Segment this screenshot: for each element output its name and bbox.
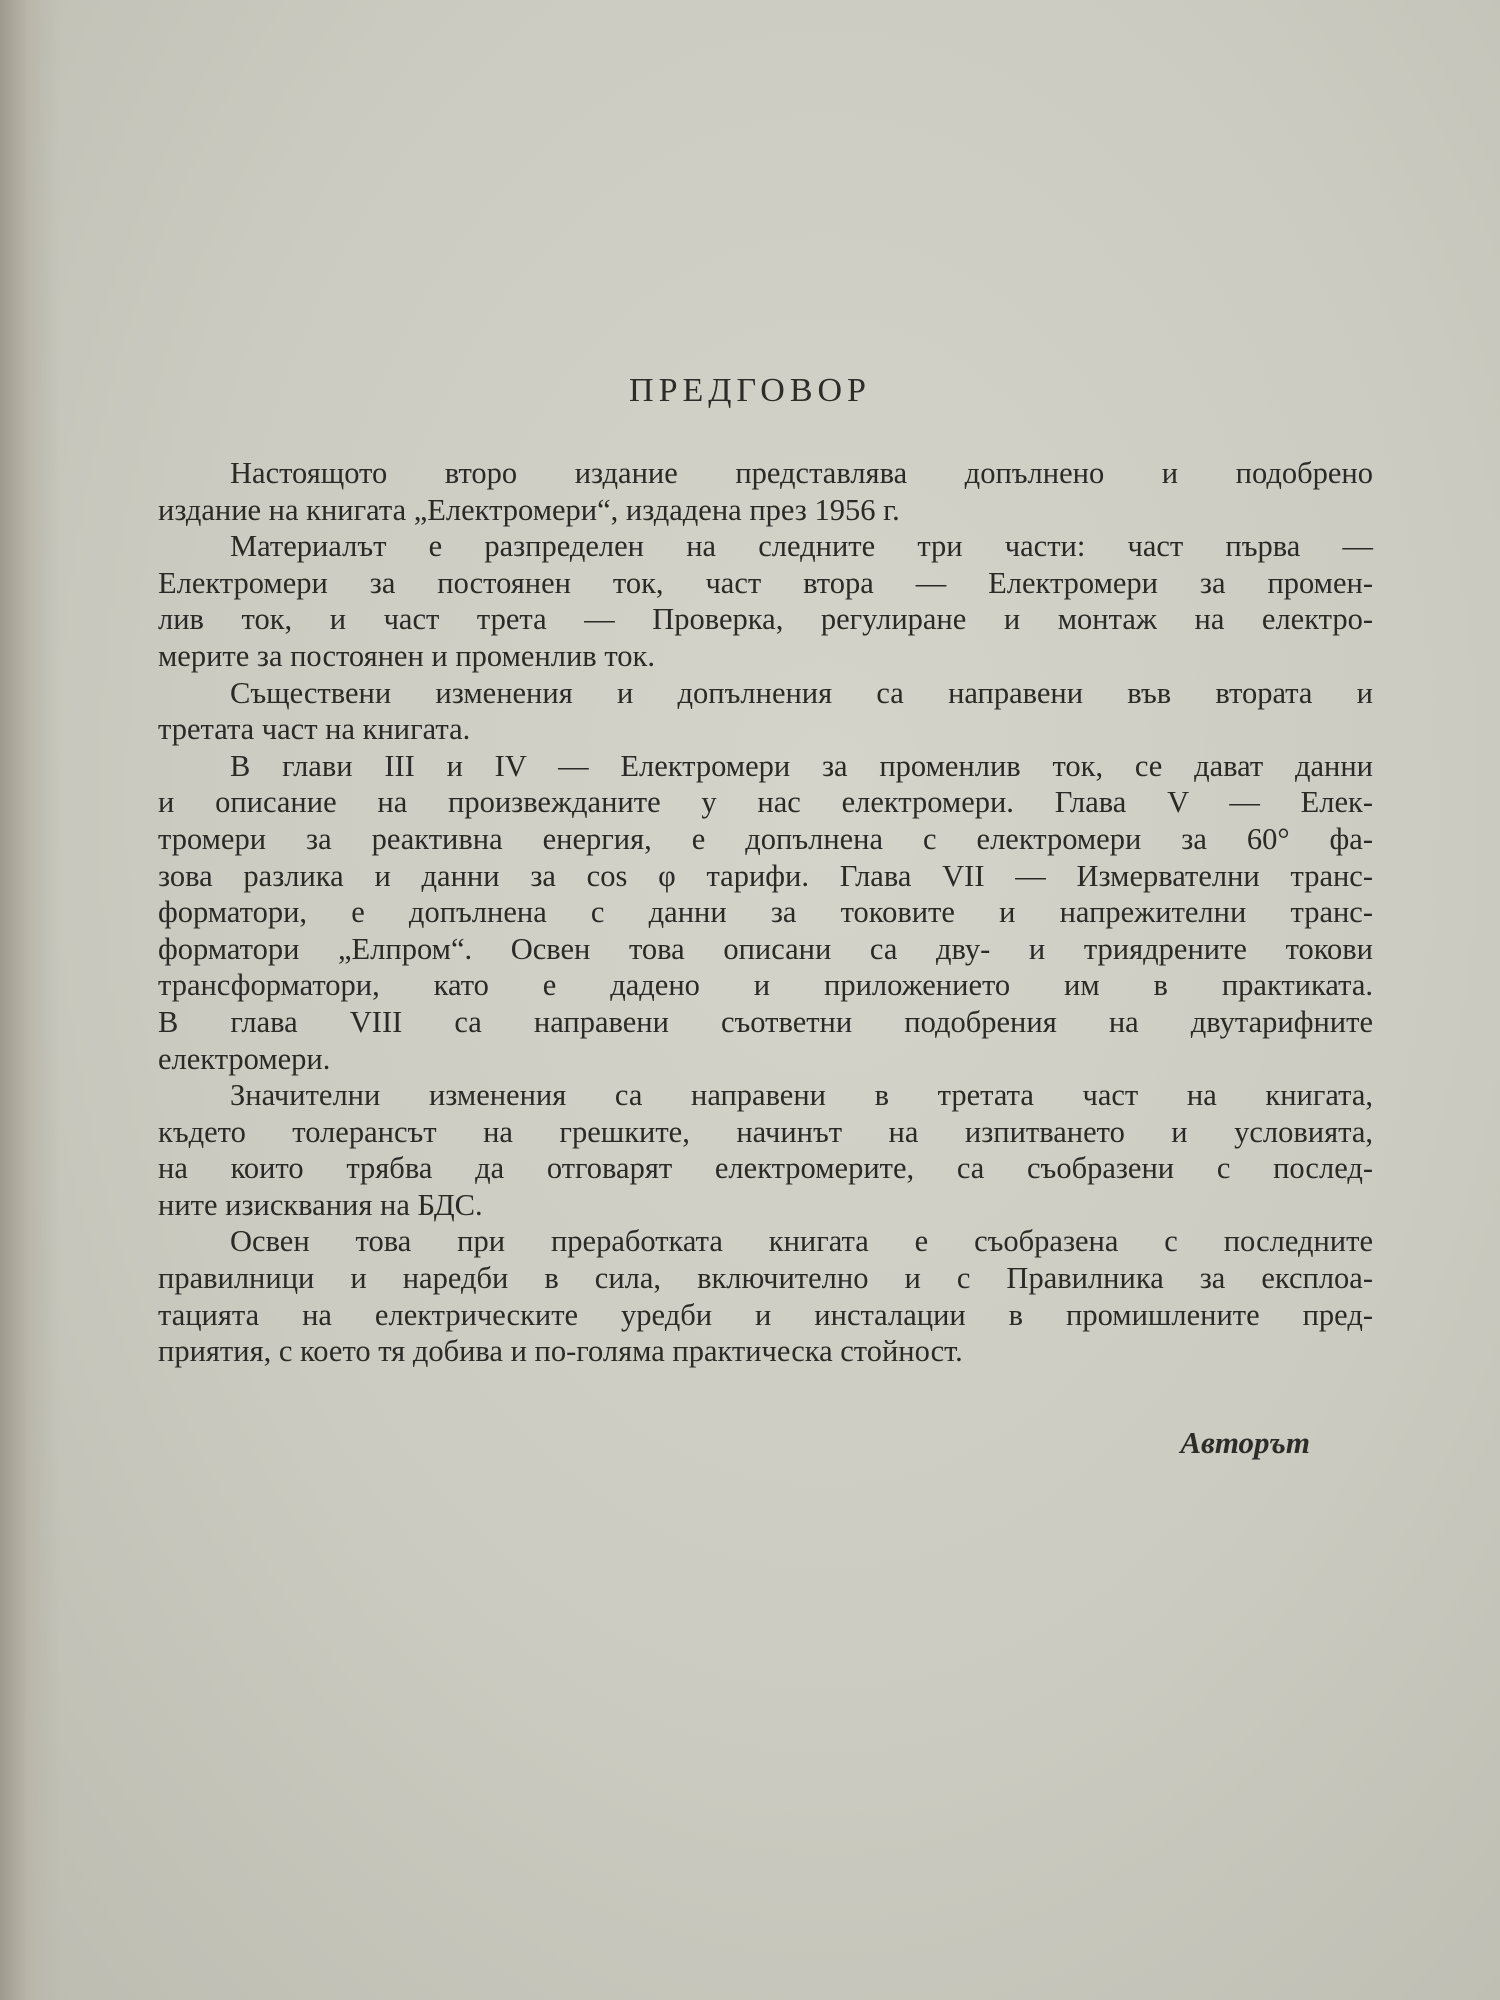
page-title: ПРЕДГОВОР: [629, 372, 871, 409]
text-line: Съществени изменения и допълнения са направени във втората и: [230, 675, 1373, 710]
text-line: лив ток, и част трета — Проверка, регулиране и монтаж на електро-: [158, 602, 1373, 637]
text-line: издание на книгата „Електромери“, издадена през 1956 г.: [158, 492, 900, 527]
text-line: форматори, е допълнена с данни за токовите и напрежителни транс-: [158, 895, 1373, 930]
text-line: Значителни изменения са направени в третата част на книгата,: [230, 1078, 1373, 1113]
text-line: тромери за реактивна енергия, е допълнена с електромери за 60° фа-: [158, 821, 1373, 856]
text-line: Материалът е разпределен на следните три части: част първа —: [230, 529, 1373, 564]
text-line: на които трябва да отговарят електромерите, са съобразени с послед-: [158, 1151, 1373, 1186]
text-line: Електромери за постоянен ток, част втора — Електромери за промен-: [158, 565, 1373, 600]
text-line: Освен това при преработката книгата е съобразена с последните: [230, 1224, 1373, 1259]
text-line: Настоящото второ издание представлява допълнено и подобрено: [230, 456, 1373, 490]
page-spine-shadow: [0, 0, 60, 2000]
text-line: третата част на книгата.: [158, 712, 471, 747]
text-line: трансформатори, като е дадено и приложението им в практиката.: [158, 968, 1373, 1003]
text-line: зова разлика и данни за cos φ тарифи. Глава VII — Измервателни транс-: [158, 858, 1373, 893]
text-line: мерите за постоянен и променлив ток.: [158, 638, 655, 673]
author-signature: Авторът: [1180, 1425, 1310, 1460]
text-line: правилници и наредби в сила, включително и с Правилника за експлоа-: [158, 1261, 1373, 1296]
text-line: приятия, с което тя добива и по-голяма практическа стойност.: [158, 1334, 963, 1369]
text-line: тацията на електрическите уредби и инсталации в промишлените пред-: [158, 1297, 1373, 1332]
text-line: където толерансът на грешките, начинът на изпитването и условията,: [158, 1114, 1373, 1149]
preface-text: [158, 455, 1373, 1370]
text-line: В глава VIII са направени съответни подобрения на двутарифните: [158, 1004, 1373, 1039]
text-line: В глави III и IV — Електромери за променлив ток, се дават данни: [230, 748, 1373, 783]
text-line: електромери.: [158, 1041, 331, 1076]
text-line: и описание на произвежданите у нас електромери. Глава V — Елек-: [158, 785, 1373, 820]
text-line: форматори „Елпром“. Освен това описани са дву- и триядрените токови: [158, 931, 1373, 966]
text-line: ните изисквания на БДС.: [158, 1187, 483, 1222]
